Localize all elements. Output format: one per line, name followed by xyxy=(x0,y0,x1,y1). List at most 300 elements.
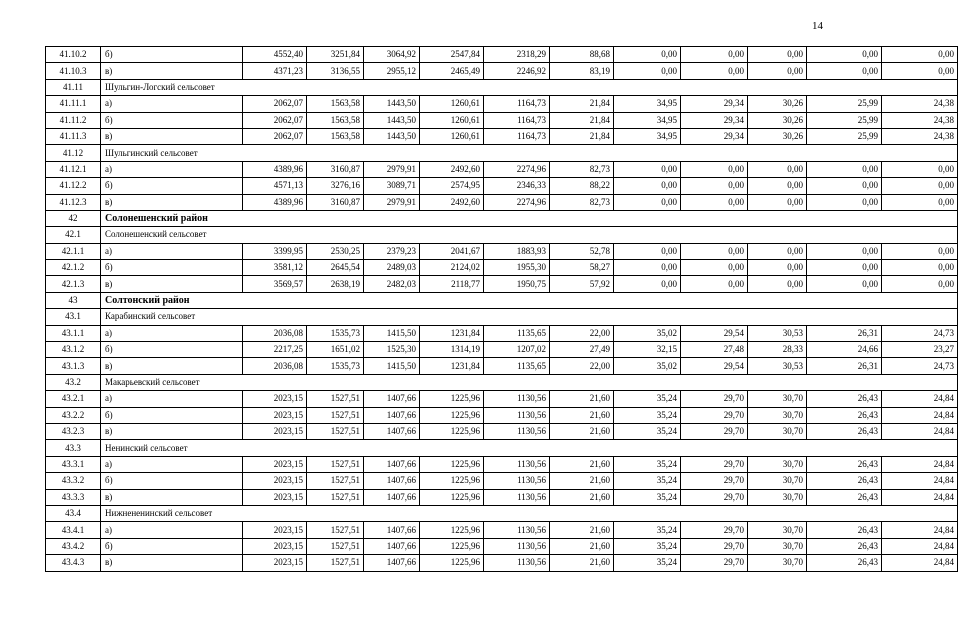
table-cell: 0,00 xyxy=(614,243,681,259)
row-code: 43.2.3 xyxy=(46,423,101,439)
row-code: 43.4.1 xyxy=(46,522,101,538)
district-title: Солонешенский район xyxy=(101,210,958,226)
table-cell: 26,43 xyxy=(807,407,882,423)
table-cell: 35,24 xyxy=(614,423,681,439)
row-code: 41.10.2 xyxy=(46,47,101,63)
table-cell: 34,95 xyxy=(614,128,681,144)
table-cell: 30,70 xyxy=(748,391,807,407)
table-row xyxy=(46,538,958,554)
row-subitem: а) xyxy=(101,522,243,538)
row-subitem: б) xyxy=(101,260,243,276)
table-cell: 34,95 xyxy=(614,112,681,128)
table-row xyxy=(46,96,958,112)
table-cell: 0,00 xyxy=(807,161,882,177)
table-cell: 24,84 xyxy=(882,456,958,472)
table-cell: 2638,19 xyxy=(307,276,364,292)
table-cell: 0,00 xyxy=(882,276,958,292)
table-cell: 21,84 xyxy=(550,128,614,144)
row-subitem: а) xyxy=(101,325,243,341)
table-cell: 1164,73 xyxy=(484,128,550,144)
table-cell: 25,99 xyxy=(807,112,882,128)
table-cell: 35,24 xyxy=(614,473,681,489)
table-cell: 21,60 xyxy=(550,473,614,489)
table-cell: 0,00 xyxy=(882,47,958,63)
row-subitem: б) xyxy=(101,342,243,358)
table-cell: 24,84 xyxy=(882,489,958,505)
table-cell: 30,70 xyxy=(748,489,807,505)
table-cell: 2023,15 xyxy=(243,522,307,538)
table-cell: 2979,91 xyxy=(364,194,420,210)
table-cell: 35,02 xyxy=(614,358,681,374)
table-row xyxy=(46,407,958,423)
table-cell: 0,00 xyxy=(681,47,748,63)
table-cell: 30,70 xyxy=(748,522,807,538)
table-cell: 0,00 xyxy=(807,260,882,276)
table-cell: 21,60 xyxy=(550,538,614,554)
section-row xyxy=(46,227,958,243)
table-cell: 1225,96 xyxy=(420,456,484,472)
section-title: Солонешенский сельсовет xyxy=(101,227,958,243)
table-cell: 26,43 xyxy=(807,473,882,489)
section-row xyxy=(46,309,958,325)
table-cell: 1527,51 xyxy=(307,423,364,439)
table-cell: 21,60 xyxy=(550,407,614,423)
table-cell: 0,00 xyxy=(882,178,958,194)
table-cell: 3276,16 xyxy=(307,178,364,194)
table-cell: 2979,91 xyxy=(364,161,420,177)
row-subitem: в) xyxy=(101,358,243,374)
table-cell: 30,26 xyxy=(748,112,807,128)
row-code: 42.1.3 xyxy=(46,276,101,292)
table-cell: 0,00 xyxy=(882,260,958,276)
row-subitem: в) xyxy=(101,489,243,505)
table-row xyxy=(46,47,958,63)
section-row xyxy=(46,374,958,390)
section-title: Макарьевский сельсовет xyxy=(101,374,958,390)
table-cell: 2036,08 xyxy=(243,325,307,341)
table-cell: 1260,61 xyxy=(420,96,484,112)
tariff-table xyxy=(45,46,958,572)
row-code: 43.4 xyxy=(46,505,101,521)
table-cell: 2246,92 xyxy=(484,63,550,79)
row-subitem: б) xyxy=(101,407,243,423)
table-cell: 1443,50 xyxy=(364,96,420,112)
table-cell: 29,70 xyxy=(681,489,748,505)
table-cell: 1563,58 xyxy=(307,96,364,112)
table-cell: 1130,56 xyxy=(484,456,550,472)
row-code: 43.3.1 xyxy=(46,456,101,472)
row-code: 41.11.3 xyxy=(46,128,101,144)
table-cell: 30,26 xyxy=(748,128,807,144)
section-row xyxy=(46,440,958,456)
table-cell: 29,34 xyxy=(681,96,748,112)
table-cell: 3581,12 xyxy=(243,260,307,276)
table-cell: 0,00 xyxy=(614,194,681,210)
table-cell: 29,70 xyxy=(681,538,748,554)
row-code: 41.10.3 xyxy=(46,63,101,79)
table-cell: 0,00 xyxy=(614,178,681,194)
table-cell: 1407,66 xyxy=(364,489,420,505)
table-cell: 1535,73 xyxy=(307,325,364,341)
table-cell: 1563,58 xyxy=(307,112,364,128)
table-cell: 2492,60 xyxy=(420,194,484,210)
table-cell: 29,54 xyxy=(681,358,748,374)
row-code: 42.1.2 xyxy=(46,260,101,276)
table-cell: 0,00 xyxy=(748,243,807,259)
table-cell: 24,84 xyxy=(882,391,958,407)
row-code: 41.11 xyxy=(46,79,101,95)
table-row xyxy=(46,194,958,210)
table-cell: 2124,02 xyxy=(420,260,484,276)
table-row xyxy=(46,489,958,505)
table-cell: 2062,07 xyxy=(243,96,307,112)
table-cell: 26,43 xyxy=(807,423,882,439)
district-row xyxy=(46,210,958,226)
table-cell: 1225,96 xyxy=(420,473,484,489)
row-subitem: б) xyxy=(101,538,243,554)
table-cell: 1407,66 xyxy=(364,456,420,472)
table-cell: 0,00 xyxy=(807,178,882,194)
table-cell: 0,00 xyxy=(748,194,807,210)
row-subitem: в) xyxy=(101,63,243,79)
table-cell: 0,00 xyxy=(681,276,748,292)
table-row xyxy=(46,128,958,144)
table-cell: 21,60 xyxy=(550,456,614,472)
table-cell: 1231,84 xyxy=(420,325,484,341)
table-cell: 4389,96 xyxy=(243,161,307,177)
table-row xyxy=(46,555,958,571)
row-subitem: в) xyxy=(101,423,243,439)
row-code: 43.2.2 xyxy=(46,407,101,423)
table-cell: 35,24 xyxy=(614,489,681,505)
table-cell: 1225,96 xyxy=(420,489,484,505)
table-cell: 4552,40 xyxy=(243,47,307,63)
table-cell: 35,24 xyxy=(614,391,681,407)
table-cell: 0,00 xyxy=(681,161,748,177)
table-cell: 26,43 xyxy=(807,456,882,472)
table-cell: 1407,66 xyxy=(364,423,420,439)
table-cell: 1135,65 xyxy=(484,358,550,374)
table-cell: 2023,15 xyxy=(243,407,307,423)
table-row xyxy=(46,456,958,472)
section-title: Шульгинский сельсовет xyxy=(101,145,958,161)
table-cell: 3399,95 xyxy=(243,243,307,259)
table-cell: 1527,51 xyxy=(307,538,364,554)
table-cell: 35,02 xyxy=(614,325,681,341)
table-cell: 1525,30 xyxy=(364,342,420,358)
row-subitem: в) xyxy=(101,555,243,571)
table-cell: 29,70 xyxy=(681,522,748,538)
table-cell: 29,70 xyxy=(681,391,748,407)
table-cell: 88,22 xyxy=(550,178,614,194)
table-cell: 1164,73 xyxy=(484,96,550,112)
table-cell: 29,70 xyxy=(681,456,748,472)
table-cell: 35,24 xyxy=(614,538,681,554)
table-cell: 2379,23 xyxy=(364,243,420,259)
table-cell: 21,60 xyxy=(550,555,614,571)
table-cell: 1225,96 xyxy=(420,423,484,439)
table-cell: 1407,66 xyxy=(364,473,420,489)
row-code: 42.1 xyxy=(46,227,101,243)
table-cell: 26,43 xyxy=(807,555,882,571)
table-cell: 82,73 xyxy=(550,194,614,210)
table-row xyxy=(46,325,958,341)
table-cell: 25,99 xyxy=(807,128,882,144)
table-cell: 2489,03 xyxy=(364,260,420,276)
table-row xyxy=(46,178,958,194)
table-cell: 1443,50 xyxy=(364,112,420,128)
table-cell: 24,84 xyxy=(882,522,958,538)
table-cell: 0,00 xyxy=(748,178,807,194)
row-subitem: а) xyxy=(101,391,243,407)
row-subitem: а) xyxy=(101,96,243,112)
table-cell: 1225,96 xyxy=(420,391,484,407)
table-cell: 2530,25 xyxy=(307,243,364,259)
table-cell: 3160,87 xyxy=(307,161,364,177)
table-cell: 35,24 xyxy=(614,456,681,472)
table-cell: 34,95 xyxy=(614,96,681,112)
table-cell: 1563,58 xyxy=(307,128,364,144)
table-cell: 1527,51 xyxy=(307,391,364,407)
table-cell: 24,73 xyxy=(882,358,958,374)
table-cell: 4371,23 xyxy=(243,63,307,79)
table-cell: 2023,15 xyxy=(243,423,307,439)
table-cell: 2023,15 xyxy=(243,391,307,407)
table-cell: 29,70 xyxy=(681,423,748,439)
table-cell: 2274,96 xyxy=(484,161,550,177)
table-cell: 21,60 xyxy=(550,423,614,439)
row-code: 43.1.3 xyxy=(46,358,101,374)
table-cell: 1950,75 xyxy=(484,276,550,292)
table-row xyxy=(46,358,958,374)
table-cell: 24,84 xyxy=(882,423,958,439)
table-cell: 0,00 xyxy=(807,243,882,259)
table-cell: 2482,03 xyxy=(364,276,420,292)
table-cell: 1130,56 xyxy=(484,555,550,571)
table-cell: 35,24 xyxy=(614,407,681,423)
row-code: 43.3 xyxy=(46,440,101,456)
section-title: Нижнененинский сельсовет xyxy=(101,505,958,521)
table-row xyxy=(46,276,958,292)
table-cell: 22,00 xyxy=(550,358,614,374)
table-cell: 2023,15 xyxy=(243,538,307,554)
table-cell: 24,73 xyxy=(882,325,958,341)
table-cell: 1407,66 xyxy=(364,555,420,571)
table-cell: 2274,96 xyxy=(484,194,550,210)
row-code: 42 xyxy=(46,210,101,226)
table-cell: 21,60 xyxy=(550,489,614,505)
table-cell: 0,00 xyxy=(807,63,882,79)
table-cell: 29,70 xyxy=(681,473,748,489)
table-cell: 22,00 xyxy=(550,325,614,341)
row-subitem: б) xyxy=(101,473,243,489)
section-title: Шульгин-Логский сельсовет xyxy=(101,79,958,95)
table-cell: 2574,95 xyxy=(420,178,484,194)
table-cell: 0,00 xyxy=(882,194,958,210)
table-cell: 1130,56 xyxy=(484,489,550,505)
table-cell: 0,00 xyxy=(614,276,681,292)
table-cell: 1225,96 xyxy=(420,522,484,538)
table-cell: 32,15 xyxy=(614,342,681,358)
table-cell: 27,49 xyxy=(550,342,614,358)
table-row xyxy=(46,391,958,407)
table-cell: 21,60 xyxy=(550,391,614,407)
table-cell: 24,84 xyxy=(882,555,958,571)
table-cell: 1135,65 xyxy=(484,325,550,341)
table-cell: 26,31 xyxy=(807,358,882,374)
table-cell: 26,43 xyxy=(807,391,882,407)
table-cell: 2492,60 xyxy=(420,161,484,177)
table-row xyxy=(46,423,958,439)
table-cell: 26,31 xyxy=(807,325,882,341)
table-cell: 24,38 xyxy=(882,96,958,112)
table-cell: 27,48 xyxy=(681,342,748,358)
table-cell: 1443,50 xyxy=(364,128,420,144)
table-cell: 0,00 xyxy=(614,260,681,276)
table-cell: 2547,84 xyxy=(420,47,484,63)
row-subitem: а) xyxy=(101,243,243,259)
table-cell: 1527,51 xyxy=(307,555,364,571)
table-cell: 1130,56 xyxy=(484,538,550,554)
table-cell: 0,00 xyxy=(748,276,807,292)
table-cell: 2036,08 xyxy=(243,358,307,374)
table-cell: 21,84 xyxy=(550,112,614,128)
row-code: 41.12 xyxy=(46,145,101,161)
table-cell: 35,24 xyxy=(614,555,681,571)
table-cell: 1260,61 xyxy=(420,128,484,144)
table-cell: 1651,02 xyxy=(307,342,364,358)
table-cell: 1130,56 xyxy=(484,473,550,489)
table-row xyxy=(46,63,958,79)
row-code: 43.1.1 xyxy=(46,325,101,341)
table-cell: 2346,33 xyxy=(484,178,550,194)
table-cell: 0,00 xyxy=(807,47,882,63)
table-cell: 21,60 xyxy=(550,522,614,538)
table-row xyxy=(46,112,958,128)
table-cell: 1955,30 xyxy=(484,260,550,276)
table-cell: 0,00 xyxy=(748,260,807,276)
table-cell: 2041,67 xyxy=(420,243,484,259)
table-cell: 1130,56 xyxy=(484,391,550,407)
table-cell: 2955,12 xyxy=(364,63,420,79)
table-cell: 2062,07 xyxy=(243,128,307,144)
table-row xyxy=(46,260,958,276)
row-code: 43.3.3 xyxy=(46,489,101,505)
table-cell: 3089,71 xyxy=(364,178,420,194)
row-code: 43.4.3 xyxy=(46,555,101,571)
row-code: 41.12.2 xyxy=(46,178,101,194)
row-code: 41.12.3 xyxy=(46,194,101,210)
table-cell: 4571,13 xyxy=(243,178,307,194)
row-code: 43.1.2 xyxy=(46,342,101,358)
table-cell: 30,26 xyxy=(748,96,807,112)
table-cell: 2062,07 xyxy=(243,112,307,128)
table-cell: 52,78 xyxy=(550,243,614,259)
table-cell: 28,33 xyxy=(748,342,807,358)
row-subitem: в) xyxy=(101,128,243,144)
table-cell: 21,84 xyxy=(550,96,614,112)
table-cell: 2217,25 xyxy=(243,342,307,358)
table-cell: 29,70 xyxy=(681,407,748,423)
table-cell: 1415,50 xyxy=(364,358,420,374)
table-cell: 1415,50 xyxy=(364,325,420,341)
table-cell: 1225,96 xyxy=(420,555,484,571)
table-row xyxy=(46,342,958,358)
table-cell: 0,00 xyxy=(748,47,807,63)
section-row xyxy=(46,79,958,95)
row-code: 42.1.1 xyxy=(46,243,101,259)
row-code: 43.1 xyxy=(46,309,101,325)
table-cell: 0,00 xyxy=(807,276,882,292)
table-cell: 26,43 xyxy=(807,489,882,505)
table-cell: 0,00 xyxy=(681,260,748,276)
table-cell: 1527,51 xyxy=(307,456,364,472)
table-cell: 3136,55 xyxy=(307,63,364,79)
table-cell: 1407,66 xyxy=(364,522,420,538)
table-cell: 2465,49 xyxy=(420,63,484,79)
table-cell: 82,73 xyxy=(550,161,614,177)
table-cell: 1314,19 xyxy=(420,342,484,358)
table-cell: 1407,66 xyxy=(364,407,420,423)
table-cell: 1260,61 xyxy=(420,112,484,128)
table-cell: 0,00 xyxy=(614,47,681,63)
table-cell: 4389,96 xyxy=(243,194,307,210)
table-cell: 0,00 xyxy=(807,194,882,210)
table-cell: 2118,77 xyxy=(420,276,484,292)
table-cell: 58,27 xyxy=(550,260,614,276)
table-cell: 30,70 xyxy=(748,473,807,489)
table-cell: 0,00 xyxy=(748,63,807,79)
table-cell: 1225,96 xyxy=(420,538,484,554)
table-cell: 0,00 xyxy=(614,63,681,79)
table-cell: 0,00 xyxy=(748,161,807,177)
row-code: 41.12.1 xyxy=(46,161,101,177)
table-cell: 1207,02 xyxy=(484,342,550,358)
table-cell: 29,34 xyxy=(681,112,748,128)
table-cell: 83,19 xyxy=(550,63,614,79)
table-cell: 24,38 xyxy=(882,112,958,128)
table-cell: 29,34 xyxy=(681,128,748,144)
table-cell: 30,70 xyxy=(748,456,807,472)
table-cell: 0,00 xyxy=(882,161,958,177)
table-cell: 0,00 xyxy=(681,194,748,210)
table-cell: 24,84 xyxy=(882,473,958,489)
table-cell: 24,66 xyxy=(807,342,882,358)
table-cell: 1527,51 xyxy=(307,522,364,538)
row-code: 43.2.1 xyxy=(46,391,101,407)
section-title: Карабинский сельсовет xyxy=(101,309,958,325)
row-subitem: в) xyxy=(101,194,243,210)
table-cell: 1527,51 xyxy=(307,473,364,489)
table-cell: 1407,66 xyxy=(364,538,420,554)
table-row xyxy=(46,161,958,177)
table-cell: 29,54 xyxy=(681,325,748,341)
table-cell: 3160,87 xyxy=(307,194,364,210)
row-code: 43 xyxy=(46,292,101,308)
table-cell: 30,70 xyxy=(748,423,807,439)
table-cell: 1130,56 xyxy=(484,522,550,538)
table-cell: 2645,54 xyxy=(307,260,364,276)
table-cell: 2023,15 xyxy=(243,489,307,505)
table-cell: 57,92 xyxy=(550,276,614,292)
table-cell: 25,99 xyxy=(807,96,882,112)
table-cell: 3251,84 xyxy=(307,47,364,63)
table-cell: 30,70 xyxy=(748,555,807,571)
table-cell: 88,68 xyxy=(550,47,614,63)
table-cell: 1130,56 xyxy=(484,423,550,439)
table-cell: 3064,92 xyxy=(364,47,420,63)
row-subitem: а) xyxy=(101,161,243,177)
